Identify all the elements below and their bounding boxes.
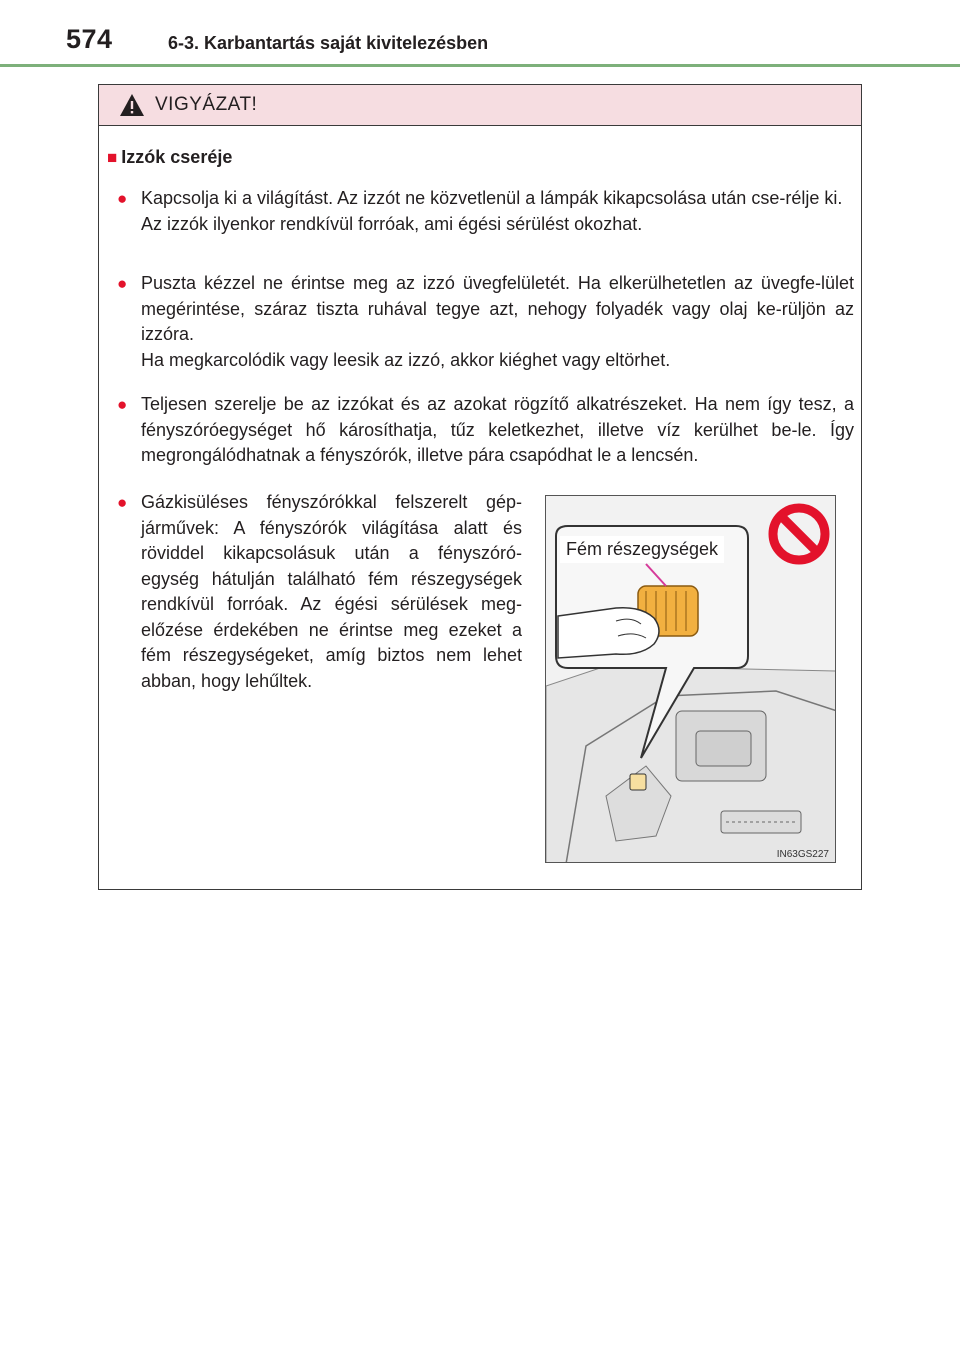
list-item — [117, 271, 854, 373]
warning-header — [99, 85, 861, 126]
page-number: 574 — [66, 24, 113, 54]
bullet-dot-icon: ● — [117, 189, 128, 208]
list-item — [117, 490, 522, 694]
bullet-dot-icon: ● — [117, 274, 128, 293]
warning-title: VIGYÁZAT! — [155, 94, 258, 115]
engine-illustration — [545, 495, 836, 863]
bullet-text: Teljesen szerelje be az izzókat és az azokat rögzítő alkatrészeket. Ha nem így tesz, a fényszóróegységet hő károsíthatja, tűz keletkezhet, illetve víz kerülhet be-le. Így megrongálódhatnak a fényszórók, illetve pára csapódhat le a lencsén. — [141, 394, 854, 465]
warning-triangle-icon — [119, 93, 145, 117]
square-bullet-icon: ■ — [107, 148, 118, 167]
subsection-heading-text: Izzók cseréje — [121, 147, 233, 167]
bullet-dot-icon: ● — [117, 395, 128, 414]
figure-code: IN63GS227 — [776, 849, 829, 860]
bullet-dot-icon: ● — [117, 493, 128, 512]
header-divider — [0, 64, 960, 67]
bullet-text: Puszta kézzel ne érintse meg az izzó üvegfelületét. Ha elkerülhetetlen az üvegfe-lület megérintése, száraz tiszta ruhával tegye azt, nehogy folyadék vagy olaj ke-rüljön az izzóra. — [141, 273, 854, 344]
section-title: 6-3. Karbantartás saját kivitelezésben — [168, 33, 489, 53]
subsection-heading — [107, 147, 232, 168]
list-item — [117, 392, 854, 469]
bullet-text: Kapcsolja ki a világítást. Az izzót ne közvetlenül a lámpák kikapcsolása után cse-rélje ki. — [141, 188, 843, 208]
bullet-text: Gázkisüléses fényszórókkal felszerelt gép-járművek: A fényszórók világítása alatt és röviddel kikapcsolásuk után a fényszóró-egység hátulján található fém részegységek rendkívül forróak. Az égési sérülések meg-előzése érdekében ne érintse meg ezeket a fém részegységeket, amíg biztos nem lehet abban, hogy lehűltek. — [141, 492, 522, 691]
list-item — [117, 186, 854, 237]
bullet-text: Ha megkarcolódik vagy leesik az izzó, akkor kiéghet vagy eltörhet. — [141, 349, 671, 370]
bullet-text: Az izzók ilyenkor rendkívül forróak, ami égési sérülést okozhat. — [141, 213, 643, 234]
warning-box — [98, 84, 862, 890]
page-header — [0, 0, 960, 68]
figure-callout-label: Fém részegységek — [560, 536, 724, 563]
